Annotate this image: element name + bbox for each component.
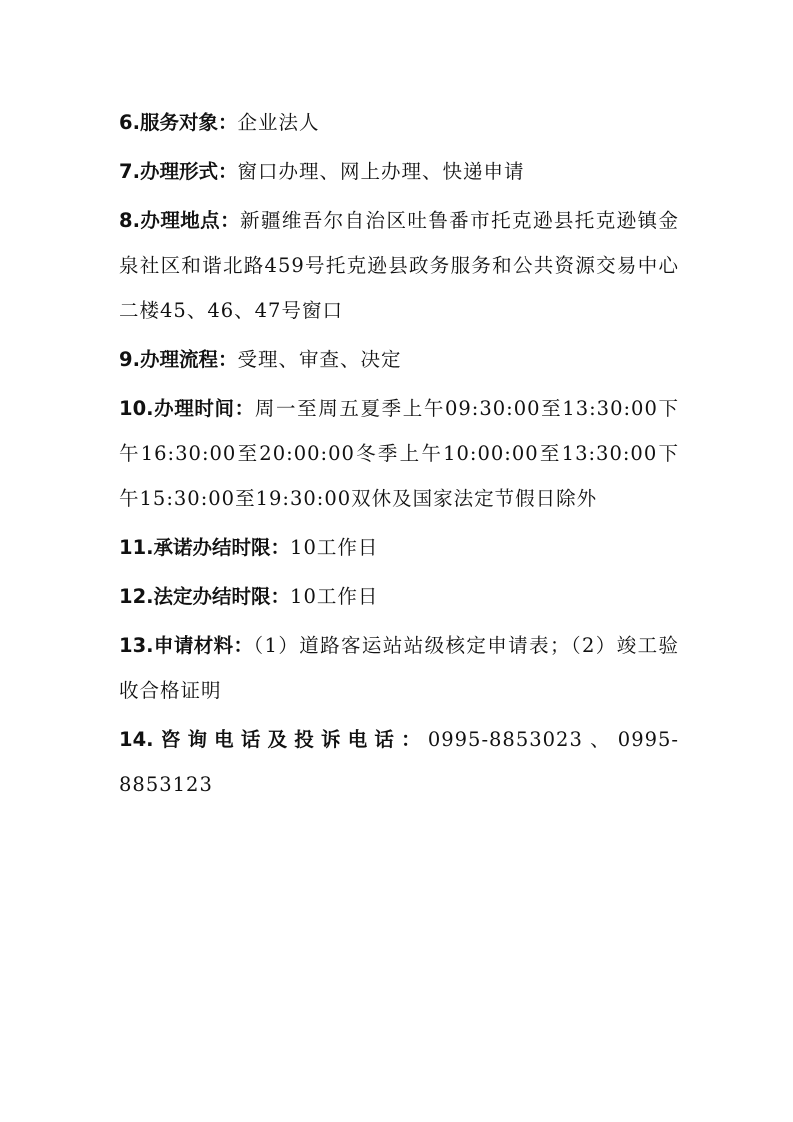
item-handling-hours: [119, 386, 679, 521]
document-body: [119, 100, 679, 811]
item-value: （1）道路客运站站级核定申请表；（2）竣工验收合格证明: [119, 634, 679, 702]
item-value: 受理、审查、决定: [237, 348, 402, 371]
item-label: 11.承诺办结时限：: [119, 536, 291, 559]
item-label: 8.办理地点：: [119, 209, 241, 232]
item-label: 6.服务对象：: [119, 111, 238, 134]
item-handling-process: [119, 337, 679, 382]
item-handling-form: [119, 149, 679, 194]
item-application-materials: [119, 623, 679, 713]
item-legal-time-limit: [119, 574, 679, 619]
item-handling-location: [119, 198, 679, 333]
item-value: 10工作日: [290, 536, 379, 559]
item-promised-time-limit: [119, 525, 679, 570]
item-contact-phone: [119, 717, 679, 807]
item-value: 10工作日: [290, 585, 379, 608]
item-label: 10.办理时间：: [119, 397, 255, 420]
item-service-target: [119, 100, 679, 145]
item-label: 14.咨询电话及投诉电话：: [119, 728, 428, 751]
item-value: 窗口办理、网上办理、快递申请: [237, 160, 525, 183]
item-label: 12.法定办结时限：: [119, 585, 291, 608]
item-value: 企业法人: [237, 111, 320, 134]
item-label: 13.申请材料：: [119, 634, 254, 657]
item-label: 9.办理流程：: [119, 348, 238, 371]
item-value: 新疆维吾尔自治区吐鲁番市托克逊县托克逊镇金泉社区和谐北路459号托克逊县政务服务和公共资源交易中心二楼45、46、47号窗口: [119, 209, 679, 322]
item-value: 周一至周五夏季上午09:30:00至13:30:00下午16:30:00至20:00:00冬季上午10:00:00至13:30:00下午15:30:00至19:30:00双休及国家法定节假日除外: [119, 397, 679, 510]
item-value: 0995-8853023、0995-8853123: [119, 728, 679, 796]
item-label: 7.办理形式：: [119, 160, 238, 183]
